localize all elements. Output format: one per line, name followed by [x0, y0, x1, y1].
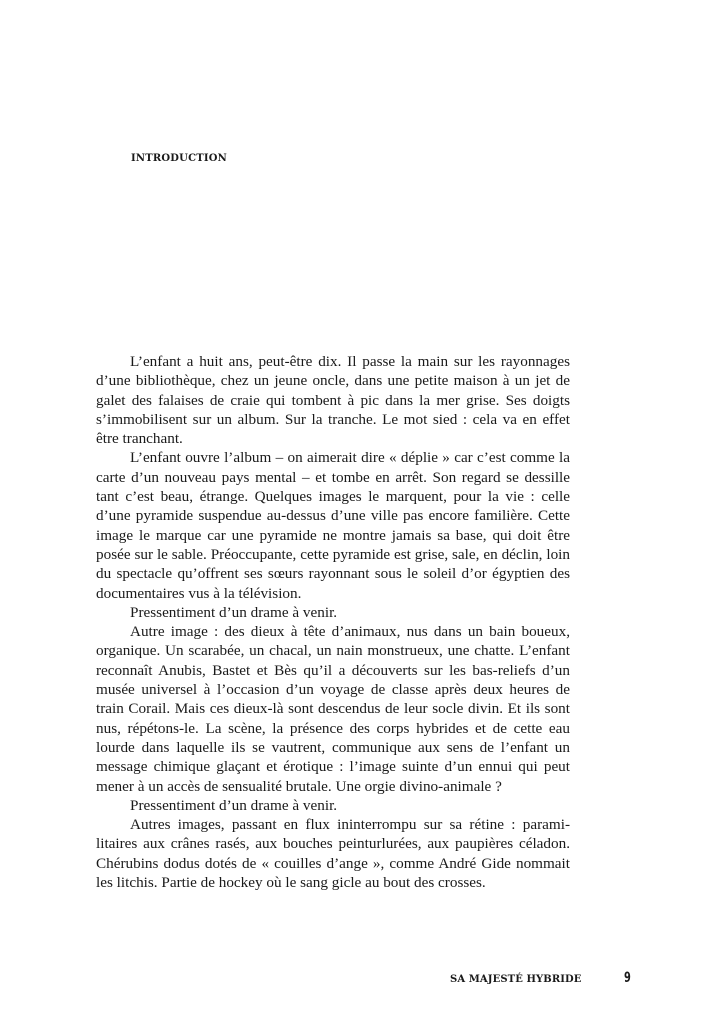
paragraph: Autres images, passant en flux ininterrompu sur sa rétine : paramilitaires aux crânes rasés, aux bouches peinturlurées, aux paupières céladon. Chérubins dodus dotés de « couilles d’ange », comme André Gide nommait les litchis. Partie de hockey où le sang gicle au bout des crosses.: [96, 816, 570, 892]
footer-book-title: SA MAJESTÉ HYBRIDE: [450, 974, 582, 985]
paragraph: Pressentiment d’un drame à venir.: [130, 603, 338, 621]
running-head: INTRODUCTION: [131, 153, 228, 164]
body-text: [96, 352, 570, 892]
paragraph: L’enfant ouvre l’album – on aimerait dire « déplie » car c’est comme la carte d’un nouveau pays mental – et tombe en arrêt. Son regard se dessille tant c’est beau, étrange. Quelques images le marquent, pour la vie : celle d’une pyramide suspendue au-dessus d’une ville pas encore familière. Cette image le marque car une pyramide ne montre jamais sa base, qui doit être posée sur le sable. Préoccupante, cette pyramide est grise, sale, en déclin, loin du spectacle qu’offrent ses sœurs rayonnant sous le soleil d’or égyptien des documentaires vus à la télévision.: [96, 449, 570, 602]
paragraph: Autre image : des dieux à tête d’animaux, nus dans un bain boueux, organique. Un scarabée, un chacal, un nain monstrueux, une chatte. L’enfant reconnaît Anubis, Bastet et Bès qu’il a découverts sur les bas-reliefs d’un musée universel à l’occasion d’un voyage de classe après deux heures de train Corail. Mais ces dieux-là sont descendus de leur socle divin. Et ils sont nus, répétons-le. La scène, la présence des corps hybrides et de cette eau lourde dans laquelle ils se vautrent, communique aux sens de l’enfant un message chimique glaçant et érotique : l’image suinte d’un ennui qui peut mener à un accès de sensualité brutale. Une orgie divino-animale ?: [96, 623, 570, 795]
paragraph: Pressentiment d’un drame à venir.: [130, 796, 338, 814]
page-number: 9: [624, 970, 631, 986]
paragraph: L’enfant a huit ans, peut-être dix. Il passe la main sur les rayonnages d’une bibliothèque, chez un jeune oncle, dans une petite maison à un jet de galet des falaises de craie qui tombent à pic dans la mer grise. Ses doigts s’immobilisent sur un album. Sur la tranche. Le mot sied : cela va en effet être tranchant.: [96, 353, 570, 448]
